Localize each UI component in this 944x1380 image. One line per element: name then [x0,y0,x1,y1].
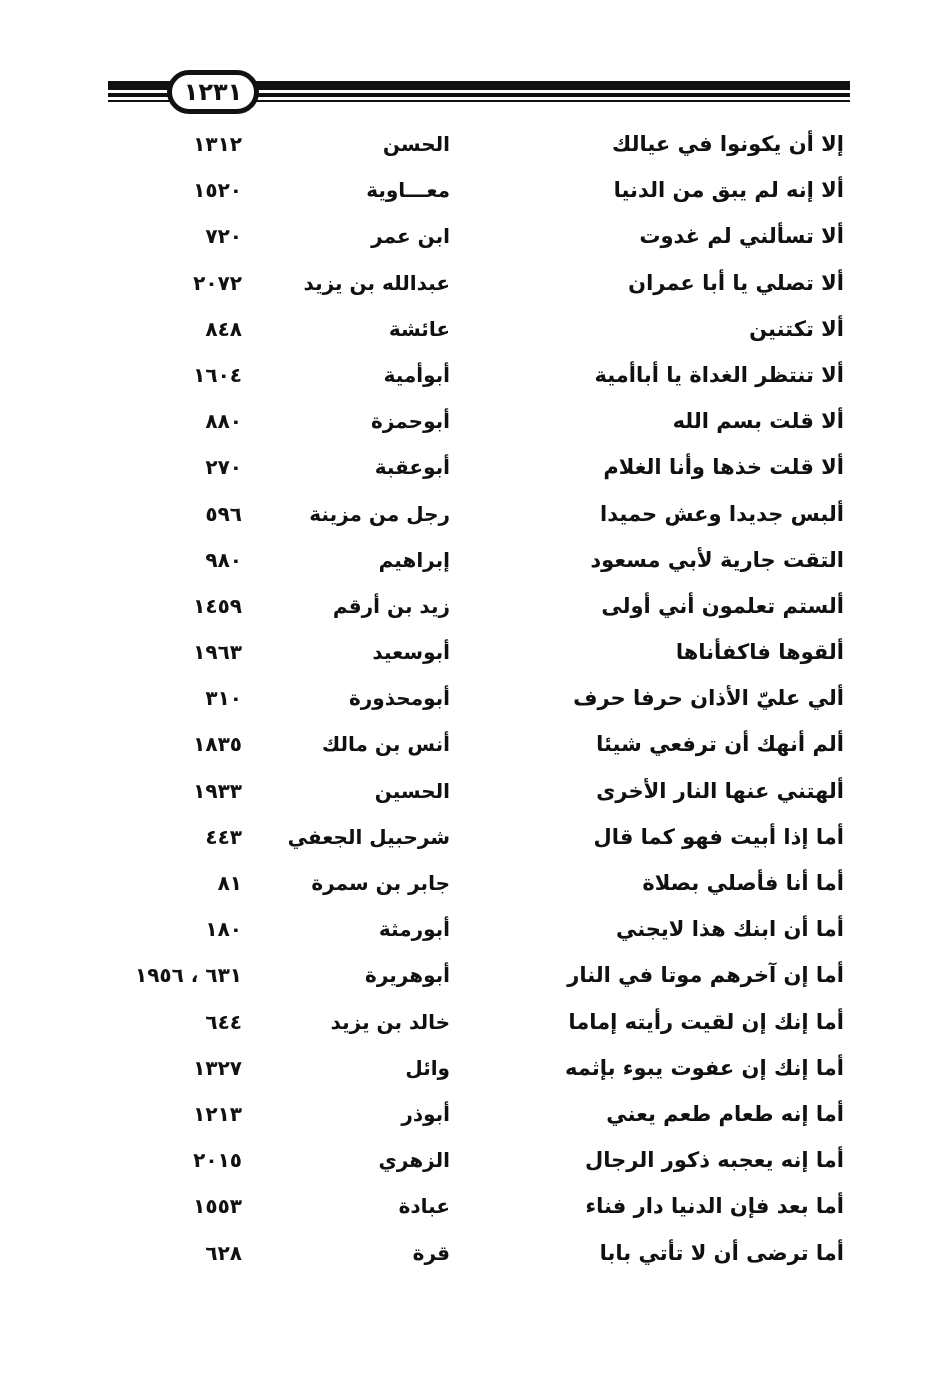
narrator-name: وائل [405,1055,450,1080]
narrator-name: خالد بن يزيد [330,1009,450,1034]
narrator-name: أبوهريرة [365,963,450,988]
hadith-number: ١٨٠ [205,917,242,942]
table-row [0,213,944,259]
hadith-number: ٦٤٤ [205,1009,242,1034]
narrator-name: الزهري [378,1148,450,1173]
hadith-opening-text: أما أنا فأصلي بصلاة [642,871,844,895]
hadith-opening-text: ألا تسألني لم غدوت [639,224,844,249]
hadith-opening-text: أما إن آخرهم موتا في النار [567,963,844,988]
narrator-name: أبوحمزة [371,409,450,434]
narrator-name: أبوأمية [383,362,450,387]
narrator-name: أبوذر [401,1101,450,1126]
narrator-name: شرحبيل الجعفي [287,824,450,849]
hadith-number: ١٣٢٧ [193,1055,242,1080]
hadith-opening-text: ألا إنه لم يبق من الدنيا [613,178,844,203]
narrator-name: رجل من مزينة [309,501,450,526]
hadith-opening-text: ألا تصلي يا أبا عمران [628,270,844,295]
hadith-opening-text: ألي عليّ الأذان حرفا حرف [573,686,844,711]
hadith-number: ٥٩٦ [205,501,242,526]
table-row [0,952,944,998]
hadith-opening-text: ألبس جديدا وعش حميدا [600,501,844,526]
hadith-number: ٦٢٨ [205,1240,242,1265]
table-row [0,906,944,952]
table-row [0,260,944,306]
hadith-opening-text: أما أن ابنك هذا لايجني [615,917,844,942]
hadith-number: ٢٠٧٢ [193,270,242,295]
narrator-name: الحسن [382,132,450,156]
table-row [0,121,944,167]
hadith-number: ٨١ [217,871,242,895]
hadith-number: ١٢١٣ [193,1101,242,1126]
hadith-opening-text: ألا تنتظر الغداة يا أباأمية [594,362,844,387]
hadith-opening-text: أما إنك إن لقيت رأيته إماما [568,1009,844,1034]
hadith-opening-text: ألا قلت خذها وأنا الغلام [603,455,844,480]
hadith-opening-text: ألم أنهك أن ترفعي شيئا [596,732,844,757]
table-row [0,583,944,629]
hadith-number: ٨٤٨ [205,316,242,341]
hadith-opening-text: أما إنه يعجبه ذكور الرجال [585,1148,844,1173]
narrator-name: الحسين [374,778,450,803]
hadith-number: ٧٢٠ [205,224,242,249]
table-row [0,1091,944,1137]
hadith-opening-text: أما إنك إن عفوت يبوء بإثمه [565,1055,844,1080]
narrator-name: أبوعقبة [374,455,450,480]
table-row [0,1230,944,1276]
table-row [0,444,944,490]
hadith-opening-text: ألا قلت بسم الله [672,409,844,434]
hadith-number: ١٨٣٥ [193,732,242,757]
hadith-number: ١٥٢٠ [193,178,242,203]
hadith-number: ١٥٥٣ [193,1194,242,1219]
narrator-name: عبادة [398,1194,450,1219]
table-row [0,306,944,352]
hadith-number: ٣١٠ [205,686,242,711]
hadith-number: ٢٧٠ [205,455,242,480]
table-row [0,167,944,213]
table-row [0,860,944,906]
hadith-opening-text: ألقوها فاكفأناها [675,640,844,665]
hadith-number: ٦٣١ ، ١٩٥٦ [135,963,242,988]
table-row [0,1137,944,1183]
narrator-name: أبوسعيد [372,640,450,665]
hadith-opening-text: إلا أن يكونوا في عيالك [612,132,844,156]
table-row [0,999,944,1045]
narrator-name: زيد بن أرقم [332,593,450,618]
narrator-name: إبراهيم [378,547,450,572]
hadith-number: ٤٤٣ [205,824,242,849]
hadith-opening-text: أما بعد فإن الدنيا دار فناء [585,1194,844,1219]
page-header [0,0,944,130]
narrator-name: ابن عمر [371,224,450,249]
table-row [0,814,944,860]
table-row [0,398,944,444]
hadith-number: ١٩٦٣ [193,640,242,665]
table-row [0,1045,944,1091]
narrator-name: عبدالله بن يزيد [303,270,450,295]
hadith-number: ٢٠١٥ [193,1148,242,1173]
table-row [0,721,944,767]
narrator-name: جابر بن سمرة [311,871,450,895]
page-number: ١٢٣١ [167,70,259,114]
hadith-opening-text: ألستم تعلمون أني أولى [601,593,844,618]
narrator-name: أبورمثة [378,917,450,942]
hadith-number: ١٤٥٩ [193,593,242,618]
narrator-name: معـــاوية [366,178,450,203]
hadith-opening-text: أما ترضى أن لا تأتي بابا [599,1240,844,1265]
table-row [0,352,944,398]
narrator-name: أبومحذورة [348,686,450,711]
hadith-number: ١٦٠٤ [193,362,242,387]
index-table [0,121,944,1276]
hadith-opening-text: أما إذا أبيت فهو كما قال [593,824,844,849]
narrator-name: أنس بن مالك [321,732,450,757]
table-row [0,537,944,583]
hadith-number: ١٩٣٣ [193,778,242,803]
hadith-number: ٨٨٠ [205,409,242,434]
table-row [0,629,944,675]
narrator-name: عائشة [388,316,450,341]
hadith-number: ١٣١٢ [193,132,242,156]
table-row [0,675,944,721]
hadith-opening-text: أما إنه طعام طعم يعني [606,1101,844,1126]
table-row [0,1183,944,1229]
hadith-number: ٩٨٠ [205,547,242,572]
hadith-opening-text: التقت جارية لأبي مسعود [590,547,844,572]
table-row [0,768,944,814]
hadith-opening-text: ألهتني عنها النار الأخرى [596,778,844,803]
table-row [0,491,944,537]
hadith-opening-text: ألا تكتنين [749,316,844,341]
narrator-name: قرة [412,1240,450,1265]
